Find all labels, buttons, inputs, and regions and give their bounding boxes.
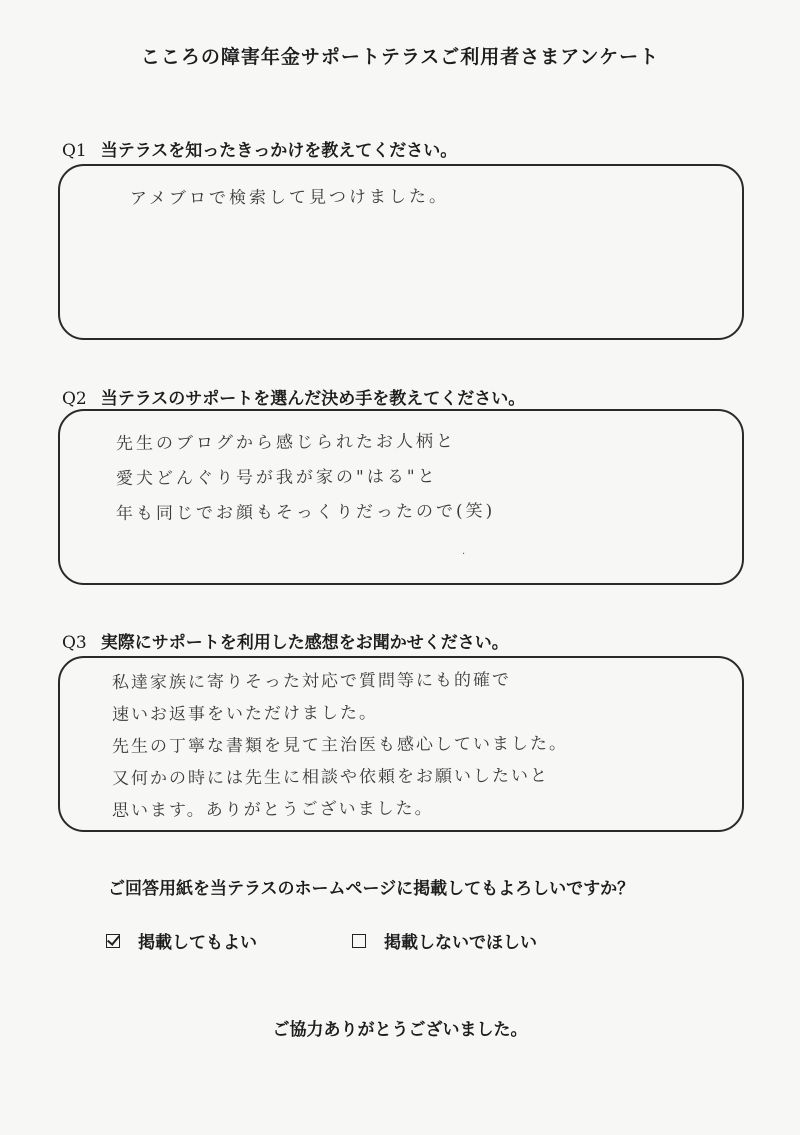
- question-text: 実際にサポートを利用した感想をお聞かせください。: [100, 633, 509, 653]
- stray-mark: ·: [462, 549, 466, 560]
- answer-line: 愛犬どんぐり号が我が家の"はる"と: [115, 466, 438, 489]
- option-deny[interactable]: [352, 928, 537, 953]
- answer-box-2: [58, 409, 744, 585]
- answer-box-3: [58, 656, 744, 832]
- answer-line: 先生のブログから感じられたお人柄と: [115, 431, 457, 454]
- answer-line: 速いお返事をいただけました。: [111, 703, 379, 725]
- question-2: [62, 384, 525, 409]
- answer-line: 思います。ありがとうございました。: [111, 798, 434, 821]
- question-text: 当テラスのサポートを選んだ決め手を教えてください。: [100, 389, 526, 409]
- closing-message: ご協力ありがとうございました。: [272, 1020, 528, 1040]
- answer-line: 先生の丁寧な書類を見て主治医も感心していました。: [111, 733, 569, 757]
- answer-line: 又何かの時には先生に相談や依頼をお願いしたいと: [111, 765, 550, 789]
- question-number: Q3: [62, 633, 87, 653]
- question-text: 当テラスを知ったきっかけを教えてください。: [100, 141, 458, 161]
- option-label: 掲載しないでほしい: [384, 933, 537, 953]
- consent-question: ご回答用紙を当テラスのホームページに掲載してもよろしいですか？: [108, 879, 635, 899]
- option-label: 掲載してもよい: [138, 933, 257, 953]
- survey-title: こころの障害年金サポートテラスご利用者さまアンケート: [140, 46, 660, 68]
- checkbox-unchecked-icon[interactable]: [352, 934, 366, 948]
- question-number: Q1: [62, 141, 87, 161]
- question-1: [62, 136, 457, 161]
- answer-line: 私達家族に寄りそった対応で質問等にも的確で: [111, 670, 512, 693]
- answer-box-1: [58, 164, 744, 340]
- question-3: [62, 628, 509, 653]
- answer-line: 年も同じでお顔もそっくりだったので(笑): [115, 501, 496, 524]
- answer-line: アメブロで検索して見つけました。: [129, 186, 450, 209]
- question-number: Q2: [62, 389, 87, 409]
- option-allow[interactable]: [106, 928, 257, 953]
- checkbox-checked-icon[interactable]: [106, 934, 120, 948]
